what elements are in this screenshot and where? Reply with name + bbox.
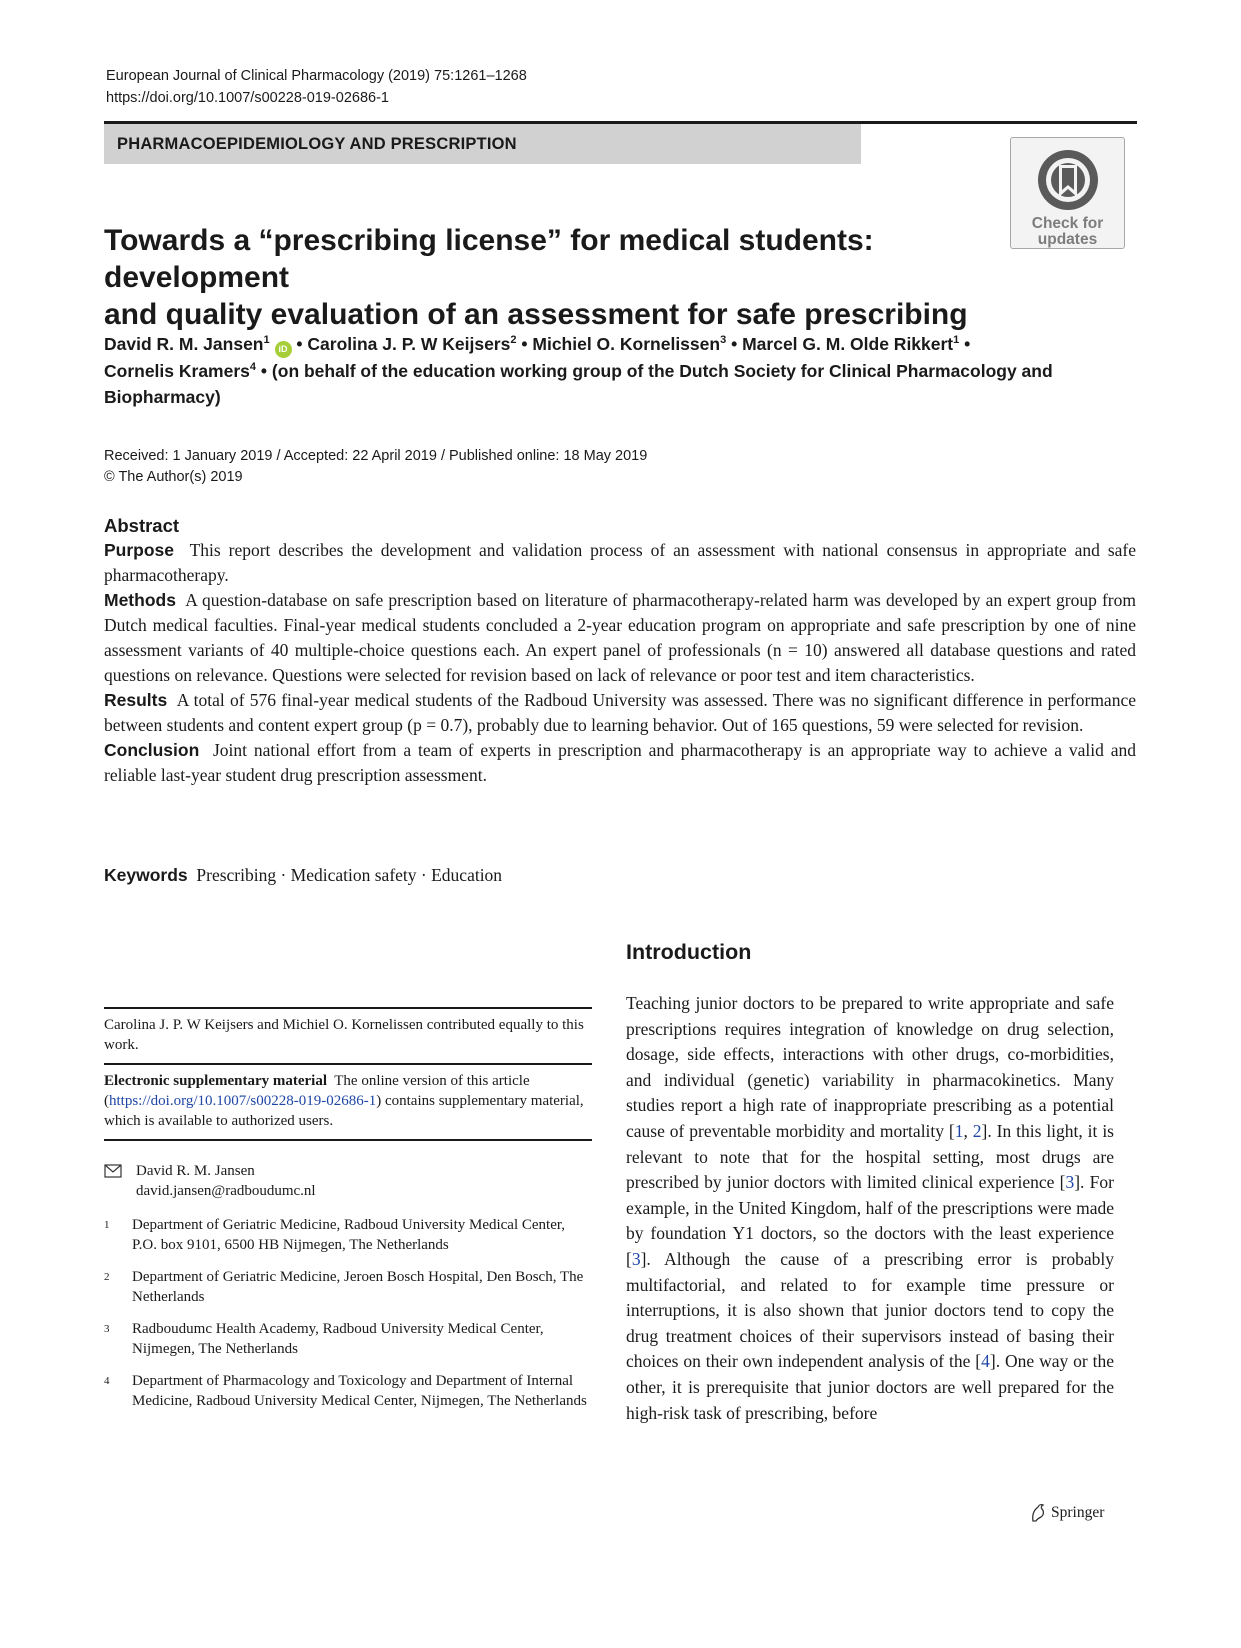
author-name[interactable]: David R. M. Jansen <box>104 334 264 354</box>
springer-horse-icon <box>1029 1503 1047 1523</box>
abstract-conclusion: Conclusion Joint national effort from a team of experts in prescription and pharmacotherapy is an appropriate way to achieve a valid and reliable last-year student drug prescription assessment. <box>104 740 1137 785</box>
author-group: (on behalf of the education working group of the Dutch Society for Clinical Pharmacology and Biopharmacy) <box>104 361 1053 407</box>
citation-link[interactable]: 2 <box>972 1120 982 1141</box>
envelope-icon <box>104 1164 122 1178</box>
orcid-icon[interactable]: iD <box>275 341 292 358</box>
section-heading: Introduction <box>626 940 752 964</box>
author-name[interactable]: Cornelis Kramers <box>104 361 250 381</box>
abstract-purpose: Purpose This report describes the development and validation process of an assessment with national consensus in appropriate and safe pharmacotherapy. <box>104 540 1137 585</box>
citation-link[interactable]: 1 <box>954 1120 964 1141</box>
footnotes <box>104 1007 592 1411</box>
corresponding-author: David R. M. Jansen david.jansen@radboudumc.nl <box>104 1161 592 1201</box>
abstract-heading: Abstract <box>104 515 180 536</box>
author-name[interactable]: Marcel G. M. Olde Rikkert <box>742 334 954 354</box>
author-name[interactable]: Carolina J. P. W Keijsers <box>307 334 511 354</box>
affiliation: 4 Department of Pharmacology and Toxicology and Department of Internal Medicine, Radboud University Medical Center, Nijmegen, The Netherlands <box>104 1373 587 1409</box>
affiliation: 1 Department of Geriatric Medicine, Radboud University Medical Center, P.O. box 9101, 6500 HB Nijmegen, The Netherlands <box>104 1217 566 1253</box>
section-category: PHARMACOEPIDEMIOLOGY AND PRESCRIPTION <box>104 124 861 164</box>
supplementary-note: Electronic supplementary material The online version of this article (https://doi.org/10.1007/s00228-019-02686-1) contains supplementary material, which is available to authorized users. <box>104 1073 584 1129</box>
doi-link[interactable]: https://doi.org/10.1007/s00228-019-02686-1 <box>106 90 389 106</box>
article-title: Towards a “prescribing license” for medical students: development and quality evaluation of an assessment for safe prescribing <box>104 224 968 331</box>
abstract <box>104 513 1136 788</box>
abstract-methods: Methods A question-database on safe prescription based on literature of pharmacotherapy-related harm was developed by an expert group from Dutch medical faculties. Final-year medical students concluded a 2-year education program on appropriate and safe prescription by one of nine assessment variants of 40 multiple-choice questions each. An expert panel of professionals (n = 10) answered all database questions and rated questions on relevance. Questions were selected for revision based on lack of relevance or poor test and item characteristics. <box>104 590 1136 685</box>
introduction-text: Teaching junior doctors to be prepared to write appropriate and safe prescriptions requires integration of knowledge on drug selection, dosage, side effects, interactions with other drugs, co-morbidities, and individual (genetic) variability in pharmacokinetics. Many studies report a high rate of inappropriate prescribing as a potential cause of preventable morbidity and mortality [1, 2]. In this light, it is relevant to note that for the hospital setting, most drugs are prescribed by junior doctors with limited clinical experience [3]. For example, in the United Kingdom, half of the prescriptions were made by foundation Y1 doctors, so the doctors with the least experience [3]. Although the cause of a prescribing error is probably multifactorial, and related to for example time pressure or interruptions, it is also shown that junior doctors tend to copy the drug treatment choices of their supervisors instead of basing their choices on their own independent analysis of the [4]. One way or the other, it is prerequisite that junior doctors are well prepared for the high-risk task of prescribing, before <box>626 993 1114 1423</box>
keywords: Keywords Prescribing · Medication safety · Education <box>104 865 503 885</box>
publisher-logo: Springer <box>1029 1503 1104 1523</box>
citation-link[interactable]: 3 <box>1065 1172 1075 1193</box>
citation-link[interactable]: 4 <box>981 1351 990 1372</box>
contact-email[interactable]: david.jansen@radboudumc.nl <box>136 1183 316 1199</box>
journal-citation: European Journal of Clinical Pharmacology (2019) 75:1261–1268 <box>106 68 527 84</box>
check-for-updates-badge[interactable] <box>1010 137 1125 249</box>
footnote-rule <box>104 1007 592 1009</box>
affiliation: 2 Department of Geriatric Medicine, Jeroen Bosch Hospital, Den Bosch, The Netherlands <box>104 1269 584 1305</box>
crossmark-icon <box>1035 147 1101 213</box>
publication-dates: Received: 1 January 2019 / Accepted: 22 April 2019 / Published online: 18 May 2019 © The Author(s) 2019 <box>104 446 647 488</box>
copyright-notice: © The Author(s) 2019 <box>104 469 243 485</box>
badge-label: Check for updates <box>1031 215 1104 248</box>
footnote-rule <box>104 1063 592 1065</box>
footnote-rule <box>104 1139 592 1141</box>
citation-link[interactable]: 3 <box>631 1248 641 1269</box>
author-list: David R. M. Jansen$^1$ iD • Carolina J. P. W Keijsers$^2$ • Michiel O. Kornelissen$^3$ • Marcel G. M. Olde Rikkert$^1$ • Cornelis Kramers$^4$ • (on behalf of the education working group of the Dutch Society for Clinical Pharmacology and Biopharmacy) <box>104 334 1053 407</box>
affiliation: 3 Radboudumc Health Academy, Radboud University Medical Center, Nijmegen, The Netherlands <box>104 1321 544 1357</box>
supplementary-link[interactable]: https://doi.org/10.1007/s00228-019-02686-1 <box>109 1093 377 1109</box>
author-name[interactable]: Michiel O. Kornelissen <box>532 334 721 354</box>
abstract-results: Results A total of 576 final-year medical students of the Radboud University was assessed. There was no significant difference in performance between students and content expert group (p = 0.7), probably due to learning behavior. Out of 165 questions, 59 were selected for revision. <box>104 690 1136 735</box>
equal-contribution-note: Carolina J. P. W Keijsers and Michiel O. Kornelissen contributed equally to this work. <box>104 1017 584 1053</box>
